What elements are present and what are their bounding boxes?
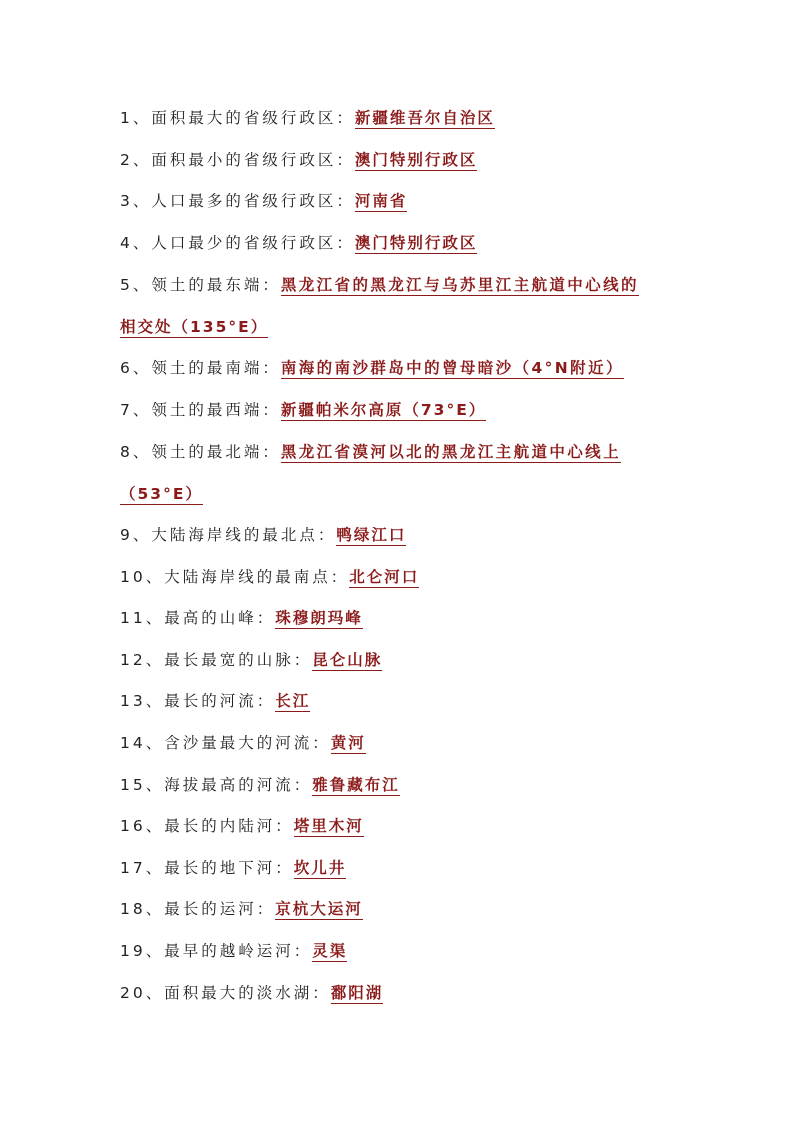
question-text: 7、领土的最西端： (120, 401, 281, 419)
list-item (120, 772, 400, 798)
question-text: 9、大陆海岸线的最北点： (120, 526, 337, 544)
list-item (120, 813, 364, 839)
list-item (120, 688, 310, 714)
answer-text: 黑龙江省的黑龙江与乌苏里江主航道中心线的 (280, 276, 639, 294)
answer-text: 珠穆朗玛峰 (275, 609, 363, 627)
list-item (120, 147, 477, 173)
answer-text-continued: （53°E） (120, 485, 203, 503)
list-item (120, 355, 624, 381)
list-item-continuation (120, 314, 268, 340)
list-item (120, 605, 363, 631)
list-item (120, 522, 406, 548)
question-text: 15、海拔最高的河流： (120, 776, 313, 794)
answer-text: 鄱阳湖 (330, 984, 384, 1002)
answer-text: 新疆帕米尔高原（73°E） (280, 401, 487, 419)
list-item (120, 397, 486, 423)
question-text: 18、最长的运河： (120, 900, 276, 918)
question-text: 17、最长的地下河： (120, 859, 294, 877)
list-item (120, 647, 382, 673)
question-text: 1、面积最大的省级行政区： (120, 109, 355, 127)
question-text: 19、最早的越岭运河： (120, 942, 313, 960)
question-text: 16、最长的内陆河： (120, 817, 294, 835)
question-text: 13、最长的河流： (120, 692, 276, 710)
list-item-continuation (120, 481, 203, 507)
list-item (120, 896, 363, 922)
question-text: 2、面积最小的省级行政区： (120, 151, 355, 169)
list-item (120, 730, 366, 756)
question-text: 6、领土的最南端： (120, 359, 281, 377)
answer-text: 南海的南沙群岛中的曾母暗沙（4°N附近） (280, 359, 624, 377)
answer-text: 坎儿井 (293, 859, 347, 877)
question-text: 12、最长最宽的山脉： (120, 651, 313, 669)
answer-text: 鸭绿江口 (336, 526, 407, 544)
answer-text: 灵渠 (312, 942, 348, 960)
list-item (120, 230, 477, 256)
list-item (120, 980, 383, 1006)
question-text: 3、人口最多的省级行政区： (120, 192, 355, 210)
answer-text: 雅鲁藏布江 (312, 776, 400, 794)
answer-text: 京杭大运河 (275, 900, 363, 918)
list-item (120, 564, 419, 590)
answer-text: 长江 (275, 692, 311, 710)
list-item (120, 439, 621, 465)
answer-text: 新疆维吾尔自治区 (354, 109, 495, 127)
answer-text: 澳门特别行政区 (354, 151, 478, 169)
answer-text: 塔里木河 (293, 817, 364, 835)
question-text: 11、最高的山峰： (120, 609, 276, 627)
list-item (120, 855, 346, 881)
list-item (120, 272, 639, 298)
answer-text: 黄河 (330, 734, 366, 752)
answer-text: 澳门特别行政区 (354, 234, 478, 252)
question-text: 14、含沙量最大的河流： (120, 734, 331, 752)
answer-text: 昆仑山脉 (312, 651, 383, 669)
answer-text-continued: 相交处（135°E） (120, 318, 269, 336)
answer-text: 黑龙江省漠河以北的黑龙江主航道中心线上 (280, 443, 621, 461)
question-text: 8、领土的最北端： (120, 443, 281, 461)
question-text: 20、面积最大的淡水湖： (120, 984, 331, 1002)
list-item (120, 188, 407, 214)
answer-text: 北仑河口 (349, 568, 420, 586)
question-text: 5、领土的最东端： (120, 276, 281, 294)
answer-text: 河南省 (354, 192, 408, 210)
list-item (120, 105, 495, 131)
list-item (120, 938, 347, 964)
question-text: 4、人口最少的省级行政区： (120, 234, 355, 252)
question-text: 10、大陆海岸线的最南点： (120, 568, 350, 586)
